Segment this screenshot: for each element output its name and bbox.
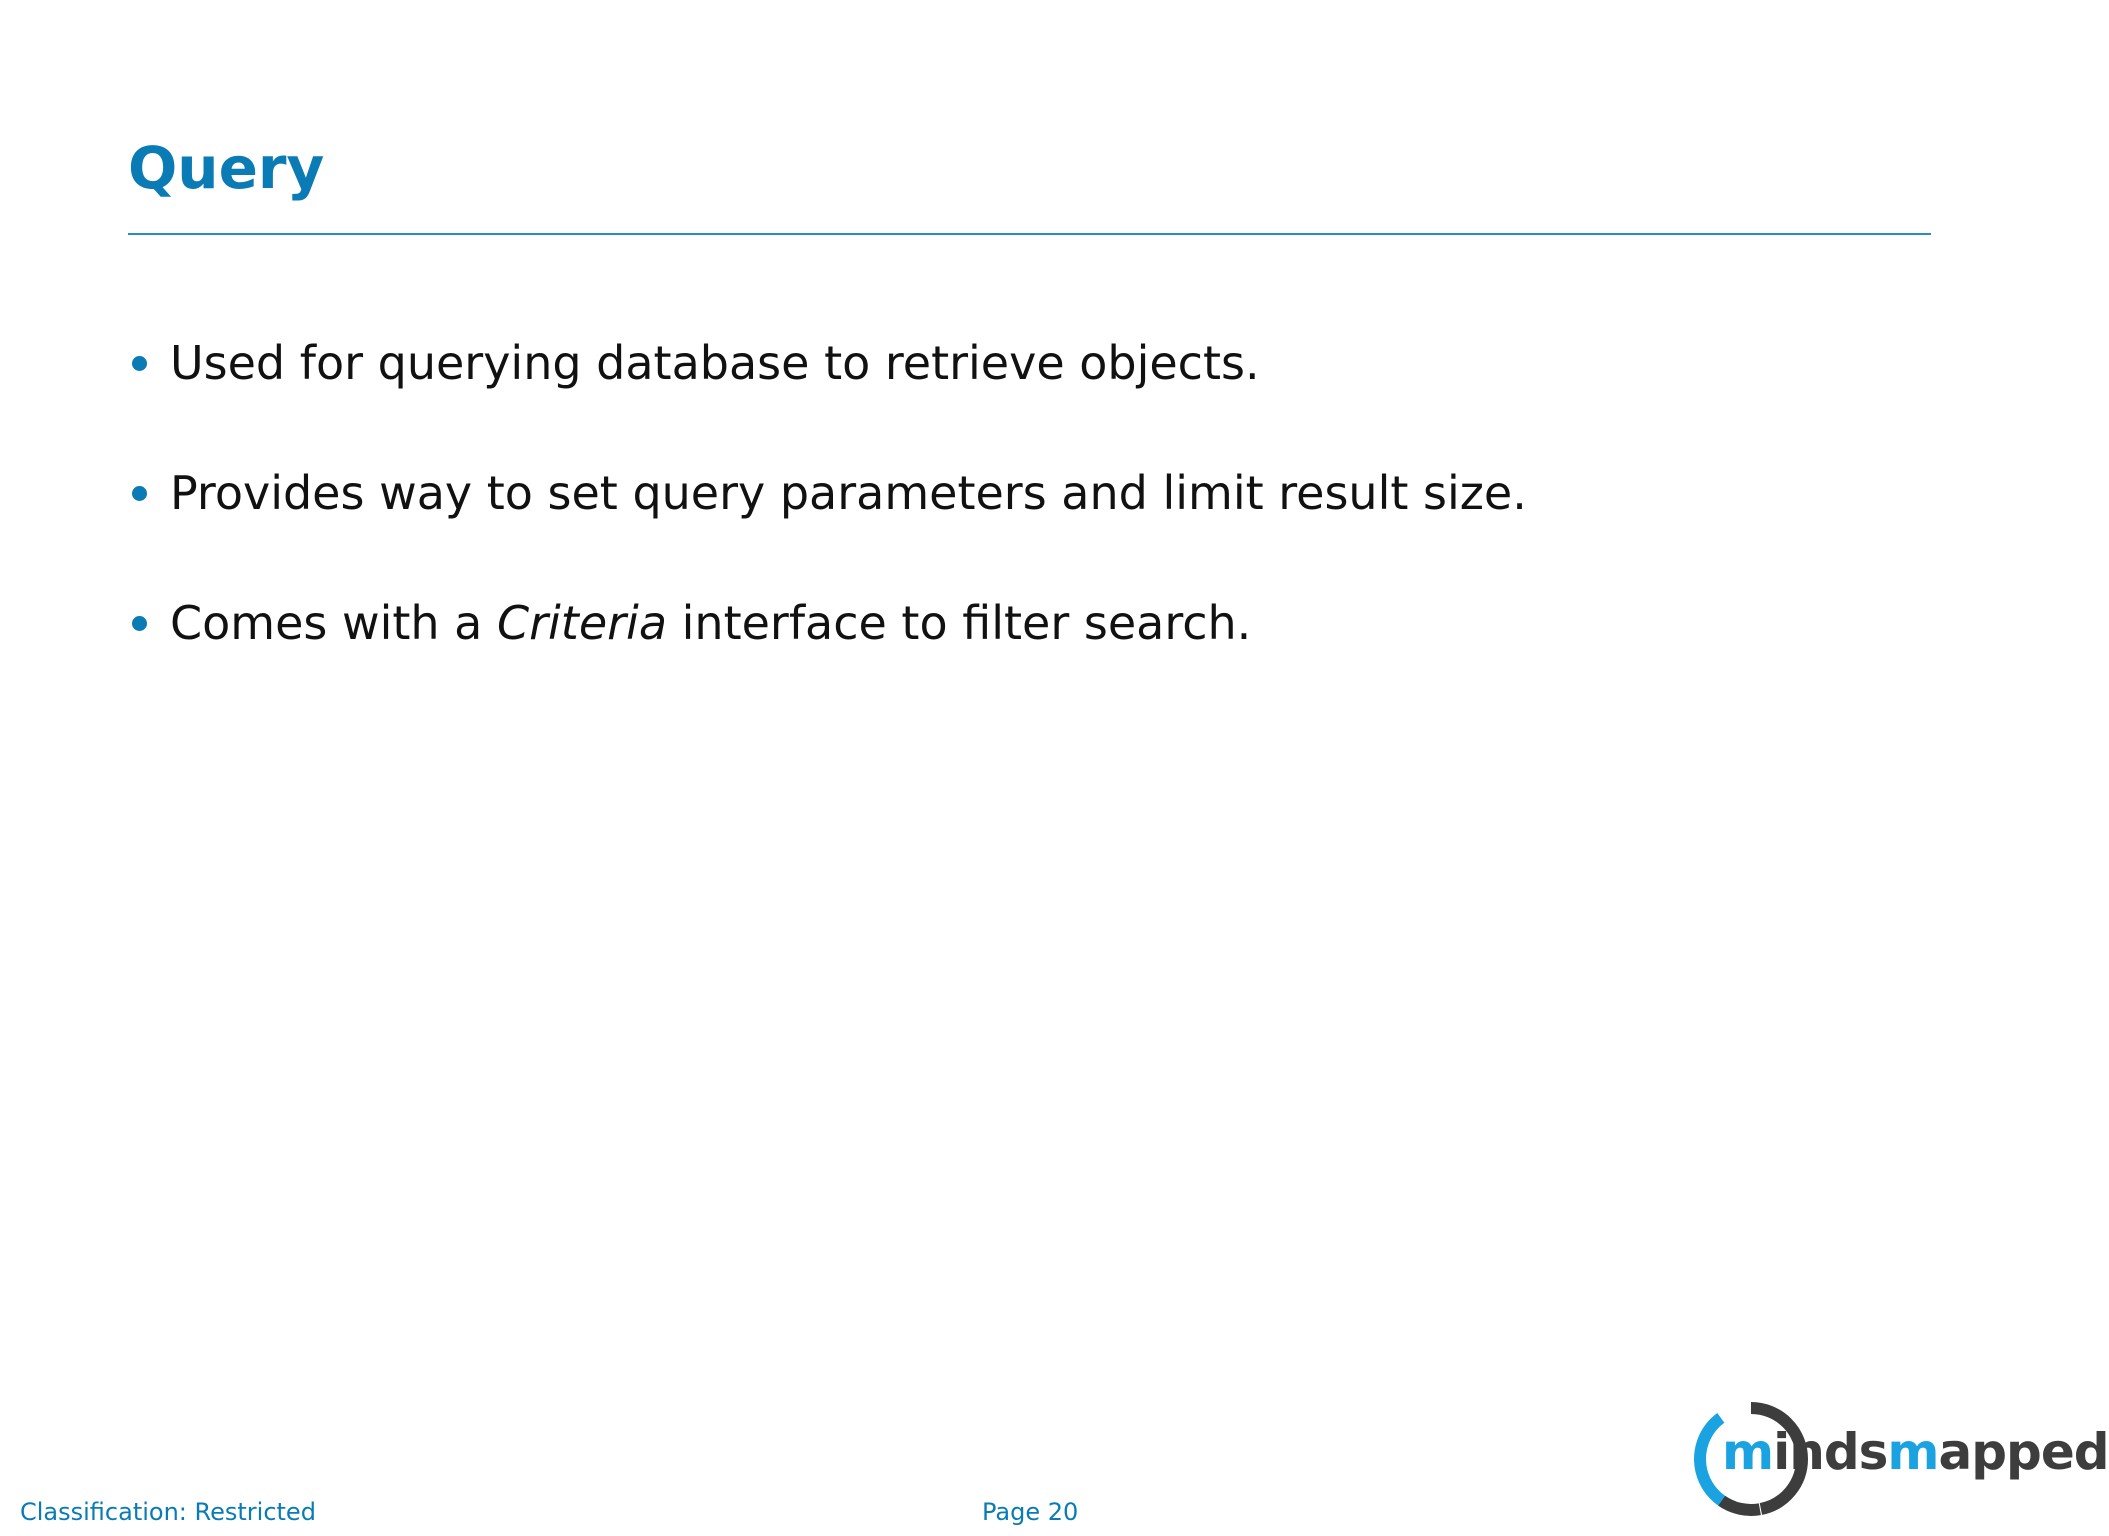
bullet-list	[128, 325, 1527, 715]
title-divider	[128, 233, 1931, 235]
bullet-dot-icon	[132, 486, 147, 501]
bullet-text: Provides way to set query parameters and limit result size.	[170, 466, 1527, 520]
footer-classification: Classification: Restricted	[20, 1498, 316, 1526]
bullet-text-emphasis: Criteria	[497, 596, 668, 650]
bullet-text: Used for querying database to retrieve objects.	[170, 336, 1260, 390]
bullet-dot-icon	[132, 356, 147, 371]
logo-part: m	[1887, 1423, 1939, 1481]
bullet-text-before: Comes with a	[170, 596, 497, 650]
logo-part: apped	[1938, 1423, 2109, 1481]
slide-title: Query	[128, 134, 325, 202]
logo-part: m	[1722, 1423, 1774, 1481]
company-logo	[1692, 1400, 2109, 1518]
bullet-item	[128, 325, 1527, 401]
logo-wordmark	[1722, 1422, 2109, 1482]
footer-page-number: Page 20	[982, 1498, 1079, 1526]
logo-part: inds	[1773, 1423, 1888, 1481]
bullet-item	[128, 455, 1527, 531]
bullet-item	[128, 585, 1527, 661]
bullet-dot-icon	[132, 616, 147, 631]
bullet-text-after: interface to filter search.	[667, 596, 1252, 650]
